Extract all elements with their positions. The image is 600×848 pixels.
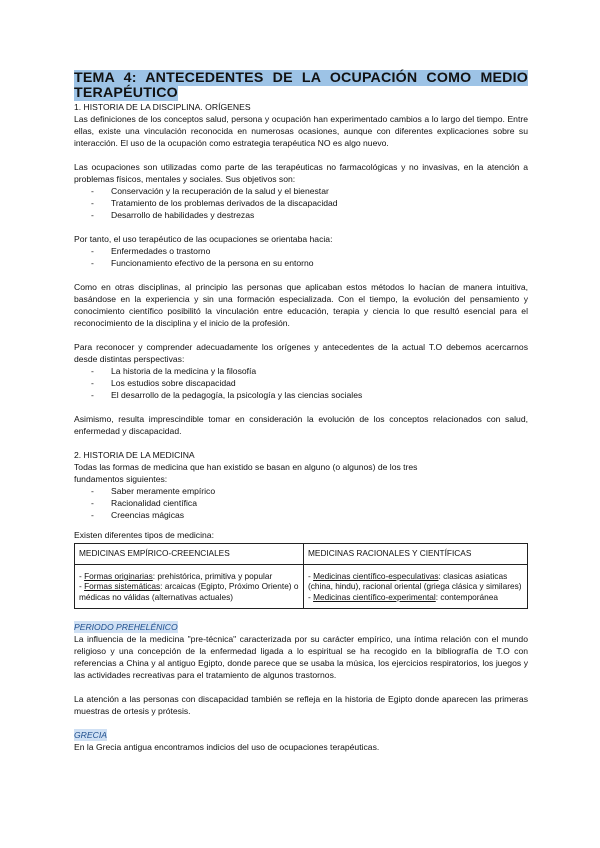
- table-caption: Existen diferentes tipos de medicina:: [74, 530, 214, 540]
- subsection-heading: [74, 621, 528, 633]
- subsection-heading: [74, 729, 528, 741]
- paragraph: Las definiciones de los conceptos salud, persona y ocupación han experimentado cambios a lo largo del tiempo. Entre ellas, existe una vinculación reconocida en numerosas ocasiones, aunque con diferentes explicaciones sobre su interacción. El uso de la ocupación como estrategia terapéutica NO es algo nuevo.: [74, 114, 528, 148]
- list-item: - Racionalidad científica: [74, 497, 528, 509]
- term-text: : arcaicas (Egipto, Próximo Oriente) o médicas no válidas (alternativas actuales): [79, 581, 299, 602]
- section-heading: 1. HISTORIA DE LA DISCIPLINA. ORÍGENES: [74, 102, 251, 112]
- paragraph: Para reconocer y comprender adecuadamente los orígenes y antecedentes de la actual T.O debemos acercarnos desde distintas perspectivas:: [74, 342, 528, 364]
- paragraph: En la Grecia antigua encontramos indicios del uso de ocupaciones terapéuticas.: [74, 742, 380, 752]
- term: Formas sistemáticas: [84, 581, 161, 591]
- page-title-text: TEMA 4: ANTECEDENTES DE LA OCUPACIÓN COMO MEDIO TERAPÉUTICO: [74, 70, 528, 101]
- paragraph-line: Todas las formas de medicina que han existido se basan en alguno (o algunos) de los tres: [74, 462, 418, 472]
- table-cell-item: - Formas originarias: prehistórica, primitiva y popular: [79, 570, 273, 581]
- list-item: - Creencias mágicas: [74, 509, 528, 521]
- page-title: [74, 71, 528, 101]
- objectives-list: [74, 185, 528, 221]
- term-text: : prehistórica, primitiva y popular: [152, 570, 273, 581]
- list-item: - Conservación y la recuperación de la salud y el bienestar: [74, 185, 528, 197]
- section-grecia: [74, 729, 528, 753]
- section-periodo-prehelenico: [74, 621, 528, 717]
- section-heading: 2. HISTORIA DE LA MEDICINA: [74, 450, 195, 460]
- foundations-list: [74, 485, 528, 521]
- list-item: - Enfermedades o trastorno: [74, 245, 528, 257]
- table-cell-rational: [304, 564, 528, 609]
- table-cell-empirical: [75, 564, 304, 609]
- term: Medicinas científico-especulativas: [313, 570, 439, 581]
- table-header-row: [75, 544, 528, 565]
- table-cell-item: - Medicinas científico-experimental: contemporánea: [308, 591, 499, 602]
- table-header-empirical: MEDICINAS EMPÍRICO-CREENCIALES: [75, 544, 304, 565]
- term: Medicinas científico-experimental: [313, 591, 436, 602]
- paragraph: La atención a las personas con discapacidad también se refleja en la historia de Egipto donde aparecen las primeras muestras de ortesis y prótesis.: [74, 694, 528, 716]
- term-text: : contemporánea: [435, 591, 499, 602]
- table-header-rational: MEDICINAS RACIONALES Y CIENTÍFICAS: [304, 544, 528, 565]
- list-item: - Saber meramente empírico: [74, 485, 528, 497]
- list-item: - Tratamiento de los problemas derivados de la discapacidad: [74, 197, 528, 209]
- medicine-types-table: [74, 543, 528, 609]
- paragraph: Asimismo, resulta imprescindible tomar en consideración la evolución de los conceptos relacionados con salud, enfermedad y discapacidad.: [74, 414, 528, 436]
- term: Formas originarias: [84, 570, 153, 581]
- list-item: - Funcionamiento efectivo de la persona en su entorno: [74, 257, 528, 269]
- list-item: - El desarrollo de la pedagogía, la psicología y las ciencias sociales: [74, 389, 528, 401]
- table-cell-item: - Medicinas científico-especulativas: clasicas asiaticas (china, hindu), racional oriental (griega clásica y similares): [308, 570, 522, 591]
- section-historia-disciplina: [74, 101, 528, 437]
- paragraph: [74, 461, 528, 485]
- list-item: - La historia de la medicina y la filosofía: [74, 365, 528, 377]
- orientation-list: [74, 245, 528, 269]
- paragraph: Por tanto, el uso terapéutico de las ocupaciones se orientaba hacia:: [74, 234, 333, 244]
- subsection-heading-text: PERIODO PREHELÉNICO: [74, 622, 178, 632]
- paragraph: Las ocupaciones son utilizadas como parte de las terapéuticas no farmacológicas y no invasivas, en la atención a problemas físicos, mentales y sociales. Sus objetivos son:: [74, 162, 528, 184]
- paragraph: Como en otras disciplinas, al principio las personas que aplicaban estos métodos lo hacían de manera intuitiva, basándose en la experiencia y sin una formación especializada. Con el tiempo, la evolución del pensamiento y conocimiento científico posibilitó la vinculación entre educación, terapia y ciencia lo que resultó esencial para el reconocimiento de la disciplina y el inicio de la profesión.: [74, 282, 528, 328]
- paragraph: La influencia de la medicina "pre-técnica" caracterizada por su carácter empírico, una íntima relación con el mundo religioso y una concepción de la enfermedad ligada a lo espiritual se ha recogido en la bibliografía de T.O con referencias a China y al antiguo Egipto, donde parece que se usaba la música, los ejercicios respiratorios, los juegos y las actividades recreativas para el tratamiento de algunos trastornos.: [74, 634, 528, 680]
- subsection-heading-text: GRECIA: [74, 730, 107, 740]
- perspectives-list: [74, 365, 528, 401]
- table-cell-item: - Formas sistemáticas: arcaicas (Egipto, Próximo Oriente) o médicas no válidas (alternativas actuales): [79, 581, 299, 602]
- paragraph-line: fundamentos siguientes:: [74, 474, 168, 484]
- document-body: [74, 71, 528, 753]
- list-item: - Los estudios sobre discapacidad: [74, 377, 528, 389]
- table-row: [75, 564, 528, 609]
- list-item: - Desarrollo de habilidades y destrezas: [74, 209, 528, 221]
- section-historia-medicina: [74, 449, 528, 609]
- term-text: : clasicas asiaticas (china, hindu), racional oriental (griega clásica y similares): [308, 570, 522, 591]
